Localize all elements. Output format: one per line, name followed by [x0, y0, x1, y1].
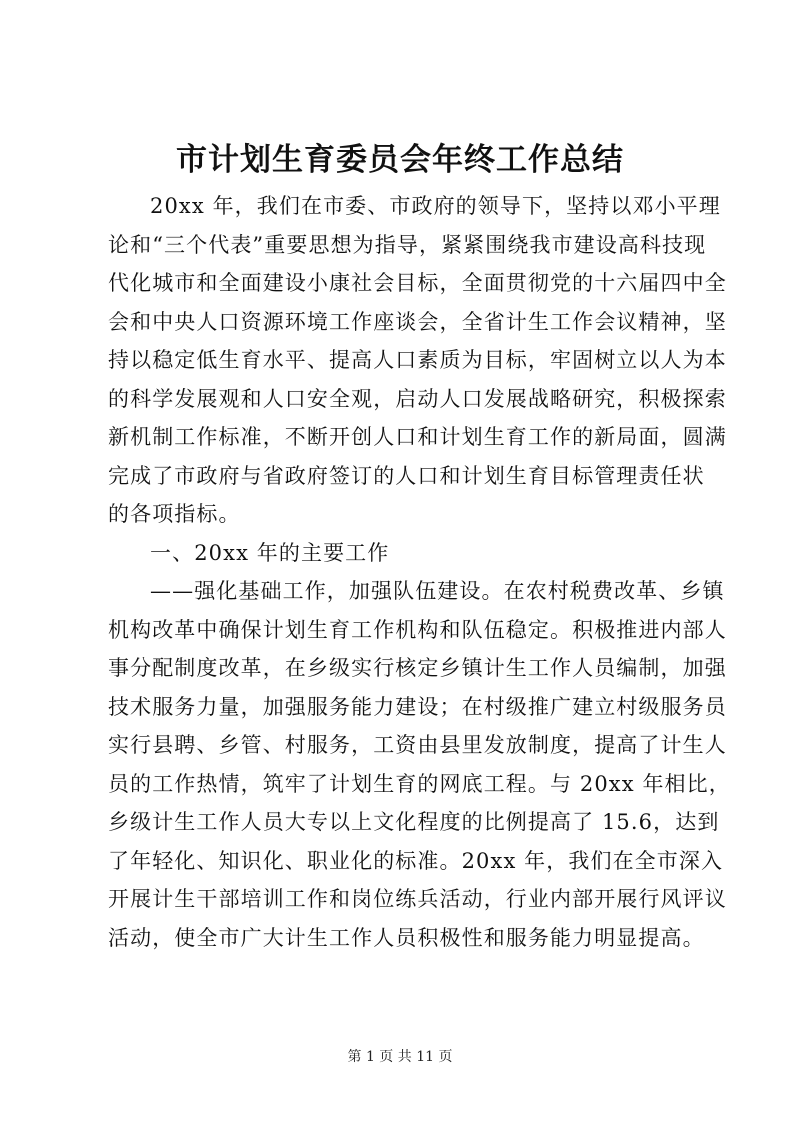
- paragraph-line: 活动，使全市广大计生工作人员积极性和服务能力明显提高。: [108, 925, 705, 950]
- paragraph-line: 乡级计生工作人员大专以上文化程度的比例提高了 15.6，达到: [108, 810, 720, 834]
- paragraph-line: 20xx 年，我们在市委、市政府的领导下，坚持以邓小平理: [150, 194, 721, 218]
- paragraph-line: 技术服务力量，加强服务能力建设；在村级推广建立村级服务员: [108, 694, 727, 719]
- section-heading: 一、20xx 年的主要工作: [150, 540, 390, 565]
- paragraph-line: 开展计生干部培训工作和岗位练兵活动，行业内部开展行风评议: [108, 887, 727, 911]
- paragraph-line: 的科学发展观和人口安全观，启动人口发展战略研究，积极探索: [108, 386, 727, 411]
- paragraph-line: 机构改革中确保计划生育工作机构和队伍稳定。积极推进内部人: [108, 617, 727, 642]
- paragraph-line: 实行县聘、乡管、村服务，工资由县里发放制度，提高了计生人: [108, 733, 727, 757]
- paragraph-line: 完成了市政府与省政府签订的人口和计划生育目标管理责任状: [108, 463, 705, 488]
- paragraph-line: 持以稳定低生育水平、提高人口素质为目标，牢固树立以人为本: [108, 348, 727, 372]
- paragraph-line: 事分配制度改革，在乡级实行核定乡镇计生工作人员编制，加强: [108, 656, 727, 680]
- paragraph-line: 会和中央人口资源环境工作座谈会，全省计生工作会议精神，坚: [108, 309, 727, 334]
- paragraph-line: ——强化基础工作，加强队伍建设。在农村税费改革、乡镇: [150, 579, 725, 603]
- paragraph-line: 的各项指标。: [108, 502, 241, 526]
- document-title: 市计划生育委员会年终工作总结: [176, 142, 624, 178]
- paragraph-line: 新机制工作标准，不断开创人口和计划生育工作的新局面，圆满: [108, 425, 727, 449]
- paragraph-line: 论和“三个代表”重要思想为指导，紧紧围绕我市建设高科技现: [108, 232, 707, 257]
- document-body: [108, 187, 731, 957]
- page-number: 第 1 页 共 11 页: [347, 1049, 453, 1065]
- paragraph-line: 了年轻化、知识化、职业化的标准。20xx 年，我们在全市深入: [108, 848, 724, 873]
- paragraph-line: 代化城市和全面建设小康社会目标，全面贯彻党的十六届四中全: [108, 271, 727, 295]
- paragraph-line: 员的工作热情，筑牢了计划生育的网底工程。与 20xx 年相比，: [108, 771, 731, 796]
